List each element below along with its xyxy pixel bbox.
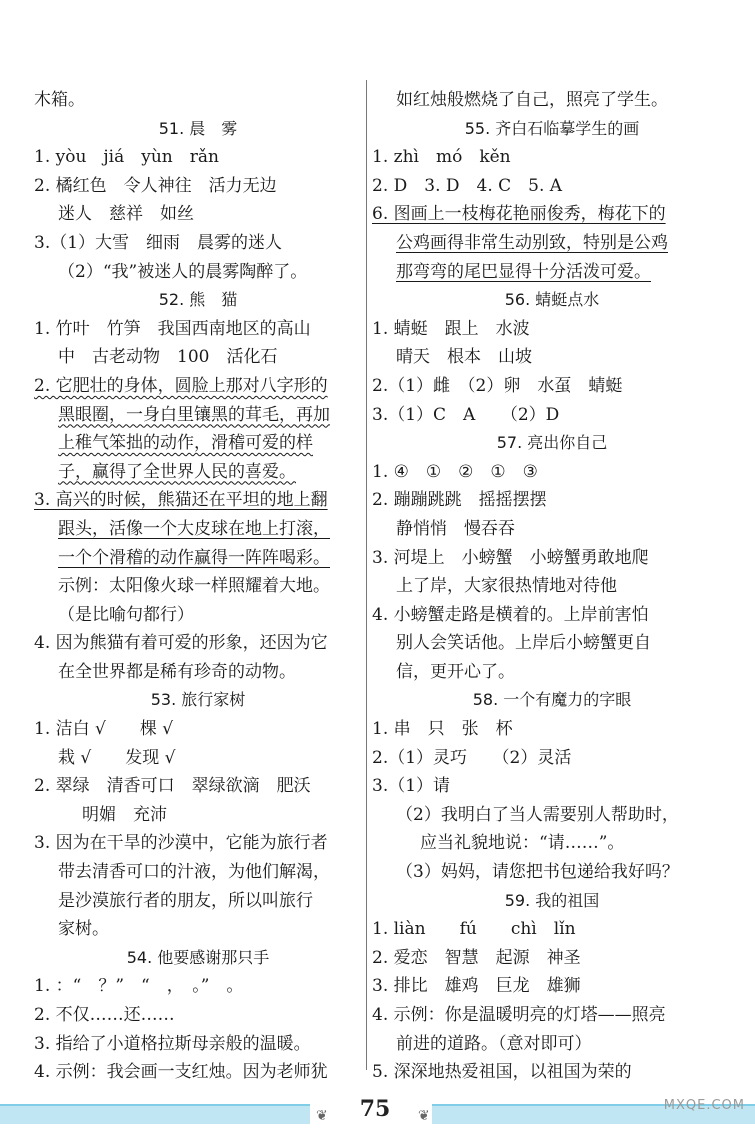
answer-line <box>372 315 732 344</box>
answer-text: 一个个滑稽的动作赢得一阵阵喝彩。 <box>58 547 330 568</box>
answer-text: 前进的道路。（意对即可） <box>396 1033 592 1054</box>
answer-text: 2. 翠绿 清香可口 翠绿欲滴 肥沃 <box>34 776 311 797</box>
answer-text: 1. yòu jiá yùn rǎn <box>34 147 219 168</box>
answer-line <box>372 858 732 887</box>
answer-text: 子，赢得了全世界人民的喜爱。 <box>58 461 296 482</box>
answer-line <box>34 172 362 201</box>
answer-text: 55. 齐白石临摹学生的画 <box>464 118 640 138</box>
answer-text: 3. 因为在干旱的沙漠中，它能为旅行者 <box>34 833 328 854</box>
answer-line <box>34 601 362 630</box>
answer-line <box>372 829 732 858</box>
answer-line <box>34 315 362 344</box>
answer-text: 上稚气笨拙的动作，滑稽可爱的样 <box>58 433 313 454</box>
answer-text: 上了岸，大家很热情地对待他 <box>396 576 617 597</box>
answer-line <box>372 1058 732 1087</box>
answer-text: 1. zhì mó kěn <box>372 147 511 168</box>
answer-text: 51. 晨 雾 <box>158 118 238 138</box>
answer-text: 1. 洁白 √ 棵 √ <box>34 719 174 740</box>
section-title <box>372 429 732 458</box>
answer-text: 木箱。 <box>34 90 85 110</box>
answer-text: 明媚 充沛 <box>82 804 167 825</box>
answer-line <box>34 515 362 544</box>
answer-line <box>372 972 732 1001</box>
answer-text: 57. 亮出你自己 <box>496 433 608 453</box>
answer-text: 54. 他要感谢那只手 <box>126 947 270 967</box>
right-column <box>372 86 732 1087</box>
answer-text: 如红烛般燃烧了自己，照亮了学生。 <box>396 90 668 110</box>
answer-text: 3. 高兴的时候，熊猫还在平坦的地上翻 <box>34 490 328 511</box>
answer-text: 2.（1）灵巧 （2）灵活 <box>372 747 572 768</box>
section-title <box>34 115 362 144</box>
answer-line <box>34 429 362 458</box>
answer-line <box>372 343 732 372</box>
answer-text: 4. 小螃蟹走路是横着的。上岸前害怕 <box>372 604 649 625</box>
answer-text: 信，更开心了。 <box>396 661 515 682</box>
answer-line <box>34 772 362 801</box>
answer-text: 6. 图画上一枝梅花艳丽俊秀，梅花下的 <box>372 204 666 225</box>
answer-line <box>372 944 732 973</box>
answer-text: 应当礼貌地说：“请……”。 <box>420 833 625 854</box>
answer-line <box>34 486 362 515</box>
answer-line <box>34 229 362 258</box>
answer-text: 1. ④ ① ② ① ③ <box>372 461 538 482</box>
answer-text: 别人会笑话他。上岸后小螃蟹更自 <box>396 633 651 654</box>
answer-line <box>372 229 732 258</box>
answer-text: （2）“我”被迷人的晨雾陶醉了。 <box>58 261 308 282</box>
section-title <box>372 286 732 315</box>
answer-text: 59. 我的祖国 <box>504 890 600 910</box>
answer-line <box>372 772 732 801</box>
answer-text: 58. 一个有魔力的字眼 <box>472 690 632 710</box>
answer-text: 2. 它肥壮的身体，圆脸上那对八字形的 <box>34 375 328 396</box>
answer-line <box>34 744 362 773</box>
answer-text: 示例：太阳像火球一样照耀着大地。 <box>58 576 330 597</box>
answer-text: 2. 爱恋 智慧 起源 神圣 <box>372 947 581 968</box>
answer-line <box>372 801 732 830</box>
answer-line <box>372 715 732 744</box>
answer-text: 5. 深深地热爱祖国，以祖国为荣的 <box>372 1062 632 1083</box>
answer-line <box>34 401 362 430</box>
answer-line <box>372 143 732 172</box>
answer-text: （是比喻句都行） <box>58 604 194 625</box>
answer-text: （3）妈妈，请您把书包递给我好吗？ <box>396 862 679 883</box>
answer-text: 1. liàn fú chì lǐn <box>372 919 576 940</box>
answer-text: 4. 示例：你是温暖明亮的灯塔——照亮 <box>372 1005 666 1025</box>
answer-text: 3. 排比 雄鸡 巨龙 雄狮 <box>372 976 581 997</box>
answer-text: 那弯弯的尾巴显得十分活泼可爱。 <box>396 261 651 282</box>
answer-line <box>34 343 362 372</box>
answer-text: 迷人 慈祥 如丝 <box>58 204 194 225</box>
page-footer <box>0 1092 755 1132</box>
answer-line <box>34 458 362 487</box>
column-divider <box>366 80 367 1070</box>
answer-text: 52. 熊 猫 <box>158 290 238 310</box>
left-column <box>34 86 362 1087</box>
answer-line <box>34 86 362 115</box>
answer-text: 在全世界都是稀有珍奇的动物。 <box>58 661 296 682</box>
answer-line <box>34 572 362 601</box>
answer-line <box>34 915 362 944</box>
answer-text: 3. 河堤上 小螃蟹 小螃蟹勇敢地爬 <box>372 547 649 568</box>
answer-line <box>34 629 362 658</box>
answer-text: 1. 竹叶 竹笋 我国西南地区的高山 <box>34 318 311 339</box>
answer-text: 公鸡画得非常生动别致，特别是公鸡 <box>396 232 668 253</box>
page-number: 75 <box>359 1096 391 1122</box>
answer-text: （2）我明白了当人需要别人帮助时， <box>396 804 679 825</box>
watermark: MXQE.COM <box>663 1098 745 1113</box>
answer-text: 4. 因为熊猫有着可爱的形象，还因为它 <box>34 633 328 654</box>
ornament-left-icon: ❦ <box>316 1108 328 1124</box>
answer-line <box>372 658 732 687</box>
answer-line <box>372 401 732 430</box>
answer-line <box>34 715 362 744</box>
answer-line <box>372 629 732 658</box>
answer-line <box>34 258 362 287</box>
answer-text: 黑眼圈，一身白里镶黑的茸毛，再加 <box>58 404 330 425</box>
answer-line <box>34 200 362 229</box>
answer-line <box>34 1001 362 1030</box>
section-title <box>34 286 362 315</box>
answer-line <box>34 658 362 687</box>
answer-line <box>372 1030 732 1059</box>
answer-text: 跟头，活像一个大皮球在地上打滚， <box>58 518 330 539</box>
answer-text: 3.（1）大雪 细雨 晨雾的迷人 <box>34 232 283 253</box>
answer-text: 56. 蜻蜓点水 <box>504 290 600 310</box>
answer-line <box>34 372 362 401</box>
answer-text: 2.（1）雌 （2）卵 水虿 蜻蜓 <box>372 375 623 396</box>
answer-line <box>372 458 732 487</box>
answer-line <box>372 915 732 944</box>
answer-text: 2. D 3. D 4. C 5. A <box>372 175 563 196</box>
answer-line <box>372 258 732 287</box>
answer-text: 1. ：“ ？” “ ， 。” 。 <box>34 976 244 997</box>
answer-line <box>372 200 732 229</box>
section-title <box>372 887 732 916</box>
answer-text: 1. 蜻蜓 跟上 水波 <box>372 318 530 339</box>
answer-text: 带去清香可口的汁液，为他们解渴， <box>58 862 330 883</box>
answer-text: 2. 不仅……还…… <box>34 1005 175 1025</box>
section-title <box>34 686 362 715</box>
answer-text: 静悄悄 慢吞吞 <box>396 518 515 539</box>
answer-text: 3.（1）请 <box>372 776 451 797</box>
answer-text: 4. 示例：我会画一支红烛。因为老师犹 <box>34 1062 328 1083</box>
answer-line <box>34 1058 362 1087</box>
section-title <box>372 686 732 715</box>
answer-line <box>34 143 362 172</box>
answer-line <box>372 86 732 115</box>
answer-text: 是沙漠旅行者的朋友，所以叫旅行 <box>58 890 313 911</box>
answer-line <box>372 1001 732 1030</box>
answer-text: 3. 指给了小道格拉斯母亲般的温暖。 <box>34 1033 311 1054</box>
answer-text: 中 古老动物 100 活化石 <box>58 347 278 368</box>
answer-line <box>372 372 732 401</box>
answer-text: 3.（1）C A （2）D <box>372 404 560 425</box>
section-title <box>372 115 732 144</box>
answer-text: 栽 √ 发现 √ <box>58 747 176 768</box>
answer-line <box>372 486 732 515</box>
answer-line <box>34 544 362 573</box>
answer-line <box>34 801 362 830</box>
answer-text: 1. 串 只 张 杯 <box>372 719 513 740</box>
answer-line <box>372 544 732 573</box>
answer-line <box>34 1030 362 1059</box>
answer-line <box>34 858 362 887</box>
footer-band-left <box>0 1104 310 1124</box>
answer-text: 2. 橘红色 令人神往 活力无边 <box>34 175 277 196</box>
ornament-right-icon: ❦ <box>418 1108 430 1124</box>
answer-line <box>372 172 732 201</box>
answer-line <box>34 887 362 916</box>
answer-line <box>34 829 362 858</box>
answer-line <box>372 601 732 630</box>
answer-text: 53. 旅行家树 <box>150 690 246 710</box>
answer-line <box>372 515 732 544</box>
answer-line <box>34 972 362 1001</box>
answer-text: 晴天 根本 山坡 <box>396 347 532 368</box>
answer-text: 家树。 <box>58 919 109 940</box>
section-title <box>34 944 362 973</box>
answer-line <box>372 572 732 601</box>
answer-line <box>372 744 732 773</box>
answer-text: 2. 蹦蹦跳跳 摇摇摆摆 <box>372 490 547 511</box>
